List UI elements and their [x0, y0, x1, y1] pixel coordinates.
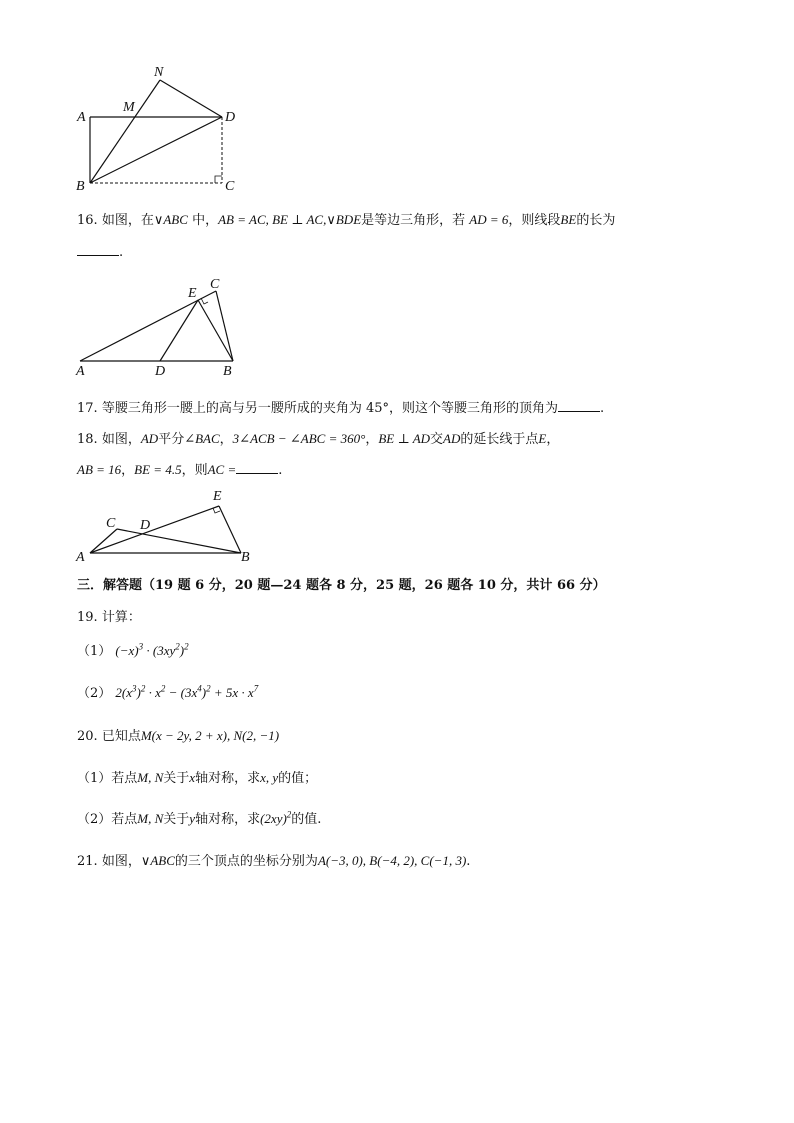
- expression-19-1: $(-x)^3 \cdot (3xy^2)^2$: [115, 641, 189, 658]
- question-16-answer-line: .: [77, 243, 123, 260]
- answer-blank[interactable]: [236, 461, 278, 474]
- question-19-part-2: （2） $2(x^3)^2 \cdot x^2 - (3x^4)^2 + 5x \cdot x^7$: [77, 683, 259, 701]
- answer-blank[interactable]: [77, 243, 119, 256]
- label-d: D: [225, 110, 236, 125]
- fig2-label-e: E: [188, 286, 197, 301]
- question-20-part-1: （1）若点M, N关于x轴对称，求x, y的值；: [77, 770, 318, 786]
- question-18-line-2: AB = 16，BE = 4.5，则AC = .: [77, 462, 283, 478]
- expression-19-2: $2(x^3)^2 \cdot x^2 - (3x^4)^2 + 5x \cdot x^7$: [115, 683, 259, 700]
- fig2-label-a: A: [76, 364, 85, 379]
- question-19: 19. 计算：: [77, 610, 141, 625]
- fig3-label-a: A: [76, 550, 85, 565]
- question-20-part-2: （2）若点M, N关于y轴对称，求$(2xy)^2$的值.: [77, 809, 322, 827]
- question-19-part-1: （1） $(-x)^3 \cdot (3xy^2)^2$: [77, 641, 189, 659]
- label-b: B: [76, 179, 85, 194]
- question-18: 18. 如图，AD平分∠BAC，3∠ACB − ∠ABC = 360°，BE ⊥ AD交AD的延长线于点E，: [77, 431, 560, 447]
- right-angle-mark: [215, 176, 222, 183]
- answer-blank[interactable]: [558, 399, 600, 412]
- section-3-title: 三．解答题（19 题 6 分，20 题—24 题各 8 分，25 题，26 题各 10 分，共计 66 分）: [77, 578, 606, 593]
- fig2-label-d: D: [155, 364, 166, 379]
- fig3-label-e: E: [213, 489, 222, 504]
- fig2-label-c: C: [210, 277, 220, 292]
- line-nd: [160, 80, 222, 117]
- label-n: N: [154, 65, 164, 80]
- line-bn: [90, 80, 160, 183]
- question-16: 16. 如图，在∨ABC 中，AB = AC, BE ⊥ AC,∨BDE是等边三角形，若 AD = 6，则线段BE的长为: [77, 212, 616, 228]
- question-20: 20. 已知点M(x − 2y, 2 + x), N(2, −1): [77, 728, 280, 744]
- fig2-label-b: B: [223, 364, 232, 379]
- fig3-label-d: D: [140, 518, 151, 533]
- question-17: 17. 等腰三角形一腰上的高与另一腰所成的夹角为 45°，则这个等腰三角形的顶角为 .: [77, 401, 605, 416]
- question-21: 21. 如图，∨ABC的三个顶点的坐标分别为A(−3, 0), B(−4, 2), C(−1, 3).: [77, 853, 471, 869]
- label-a: A: [77, 110, 86, 125]
- fig3-label-b: B: [241, 550, 250, 565]
- fig3-label-c: C: [106, 516, 116, 531]
- label-m: M: [123, 100, 135, 115]
- label-c: C: [225, 179, 235, 194]
- line-bd: [90, 117, 222, 183]
